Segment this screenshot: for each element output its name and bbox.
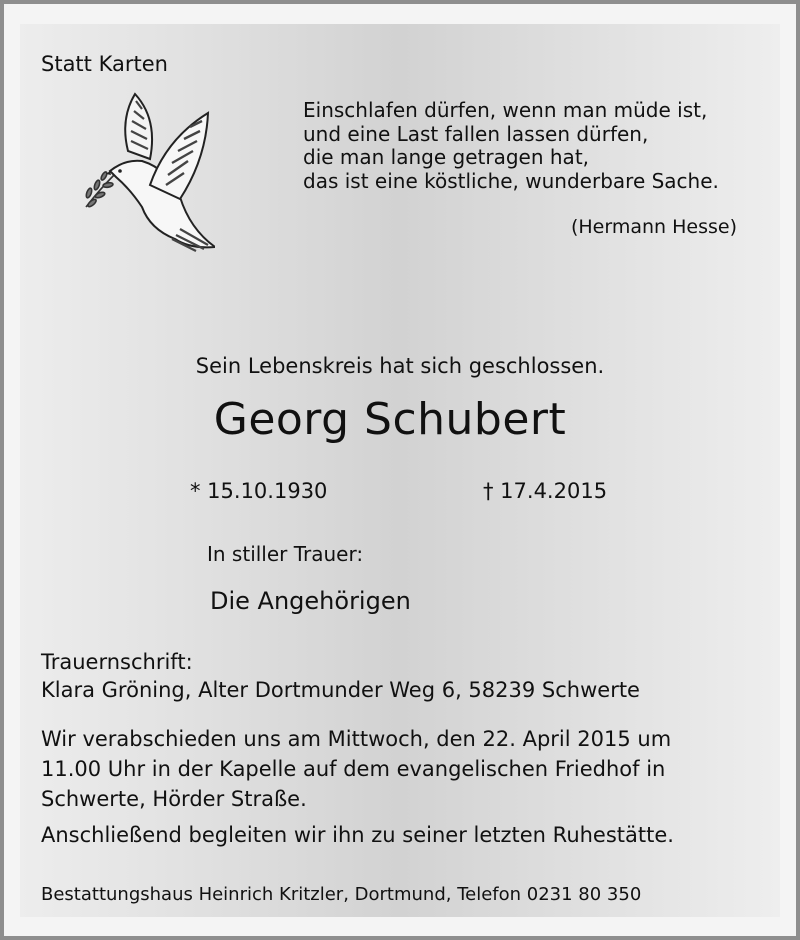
farewell-line: 11.00 Uhr in der Kapelle auf dem evangelischen Friedhof in [41,757,666,781]
farewell-line: Schwerte, Hörder Straße. [41,787,307,811]
poem [303,99,719,193]
farewell-notice [41,724,766,814]
dove-icon [80,89,215,259]
poem-attribution: (Hermann Hesse) [570,216,737,238]
obituary-card [20,24,780,917]
mourners-family: Die Angehörigen [210,587,411,615]
header-label: Statt Karten [41,52,168,76]
contact-address: Klara Gröning, Alter Dortmunder Weg 6, 58239 Schwerte [41,678,640,702]
subtitle: Sein Lebenskreis hat sich geschlossen. [195,354,605,378]
obituary-frame [4,4,796,936]
poem-line: Einschlafen dürfen, wenn man müde ist, [303,98,708,122]
mourning-intro: In stiller Trauer: [207,542,364,566]
farewell-line: Wir verabschieden uns am Mittwoch, den 22. April 2015 um [41,727,672,751]
death-date: † 17.4.2015 [483,479,608,503]
poem-line: das ist eine köstliche, wunderbare Sache. [303,168,719,193]
poem-line: die man lange getragen hat, [303,145,590,169]
poem-line: und eine Last fallen lassen dürfen, [303,121,649,146]
burial-notice: Anschließend begleiten wir ihn zu seiner letzten Ruhestätte. [41,823,674,847]
deceased-name: Georg Schubert [213,394,567,445]
contact-label: Trauernschrift: [41,650,193,674]
funeral-home-footer: Bestattungshaus Heinrich Kritzler, Dortmund, Telefon 0231 80 350 [41,884,642,905]
birth-date: * 15.10.1930 [190,479,328,503]
